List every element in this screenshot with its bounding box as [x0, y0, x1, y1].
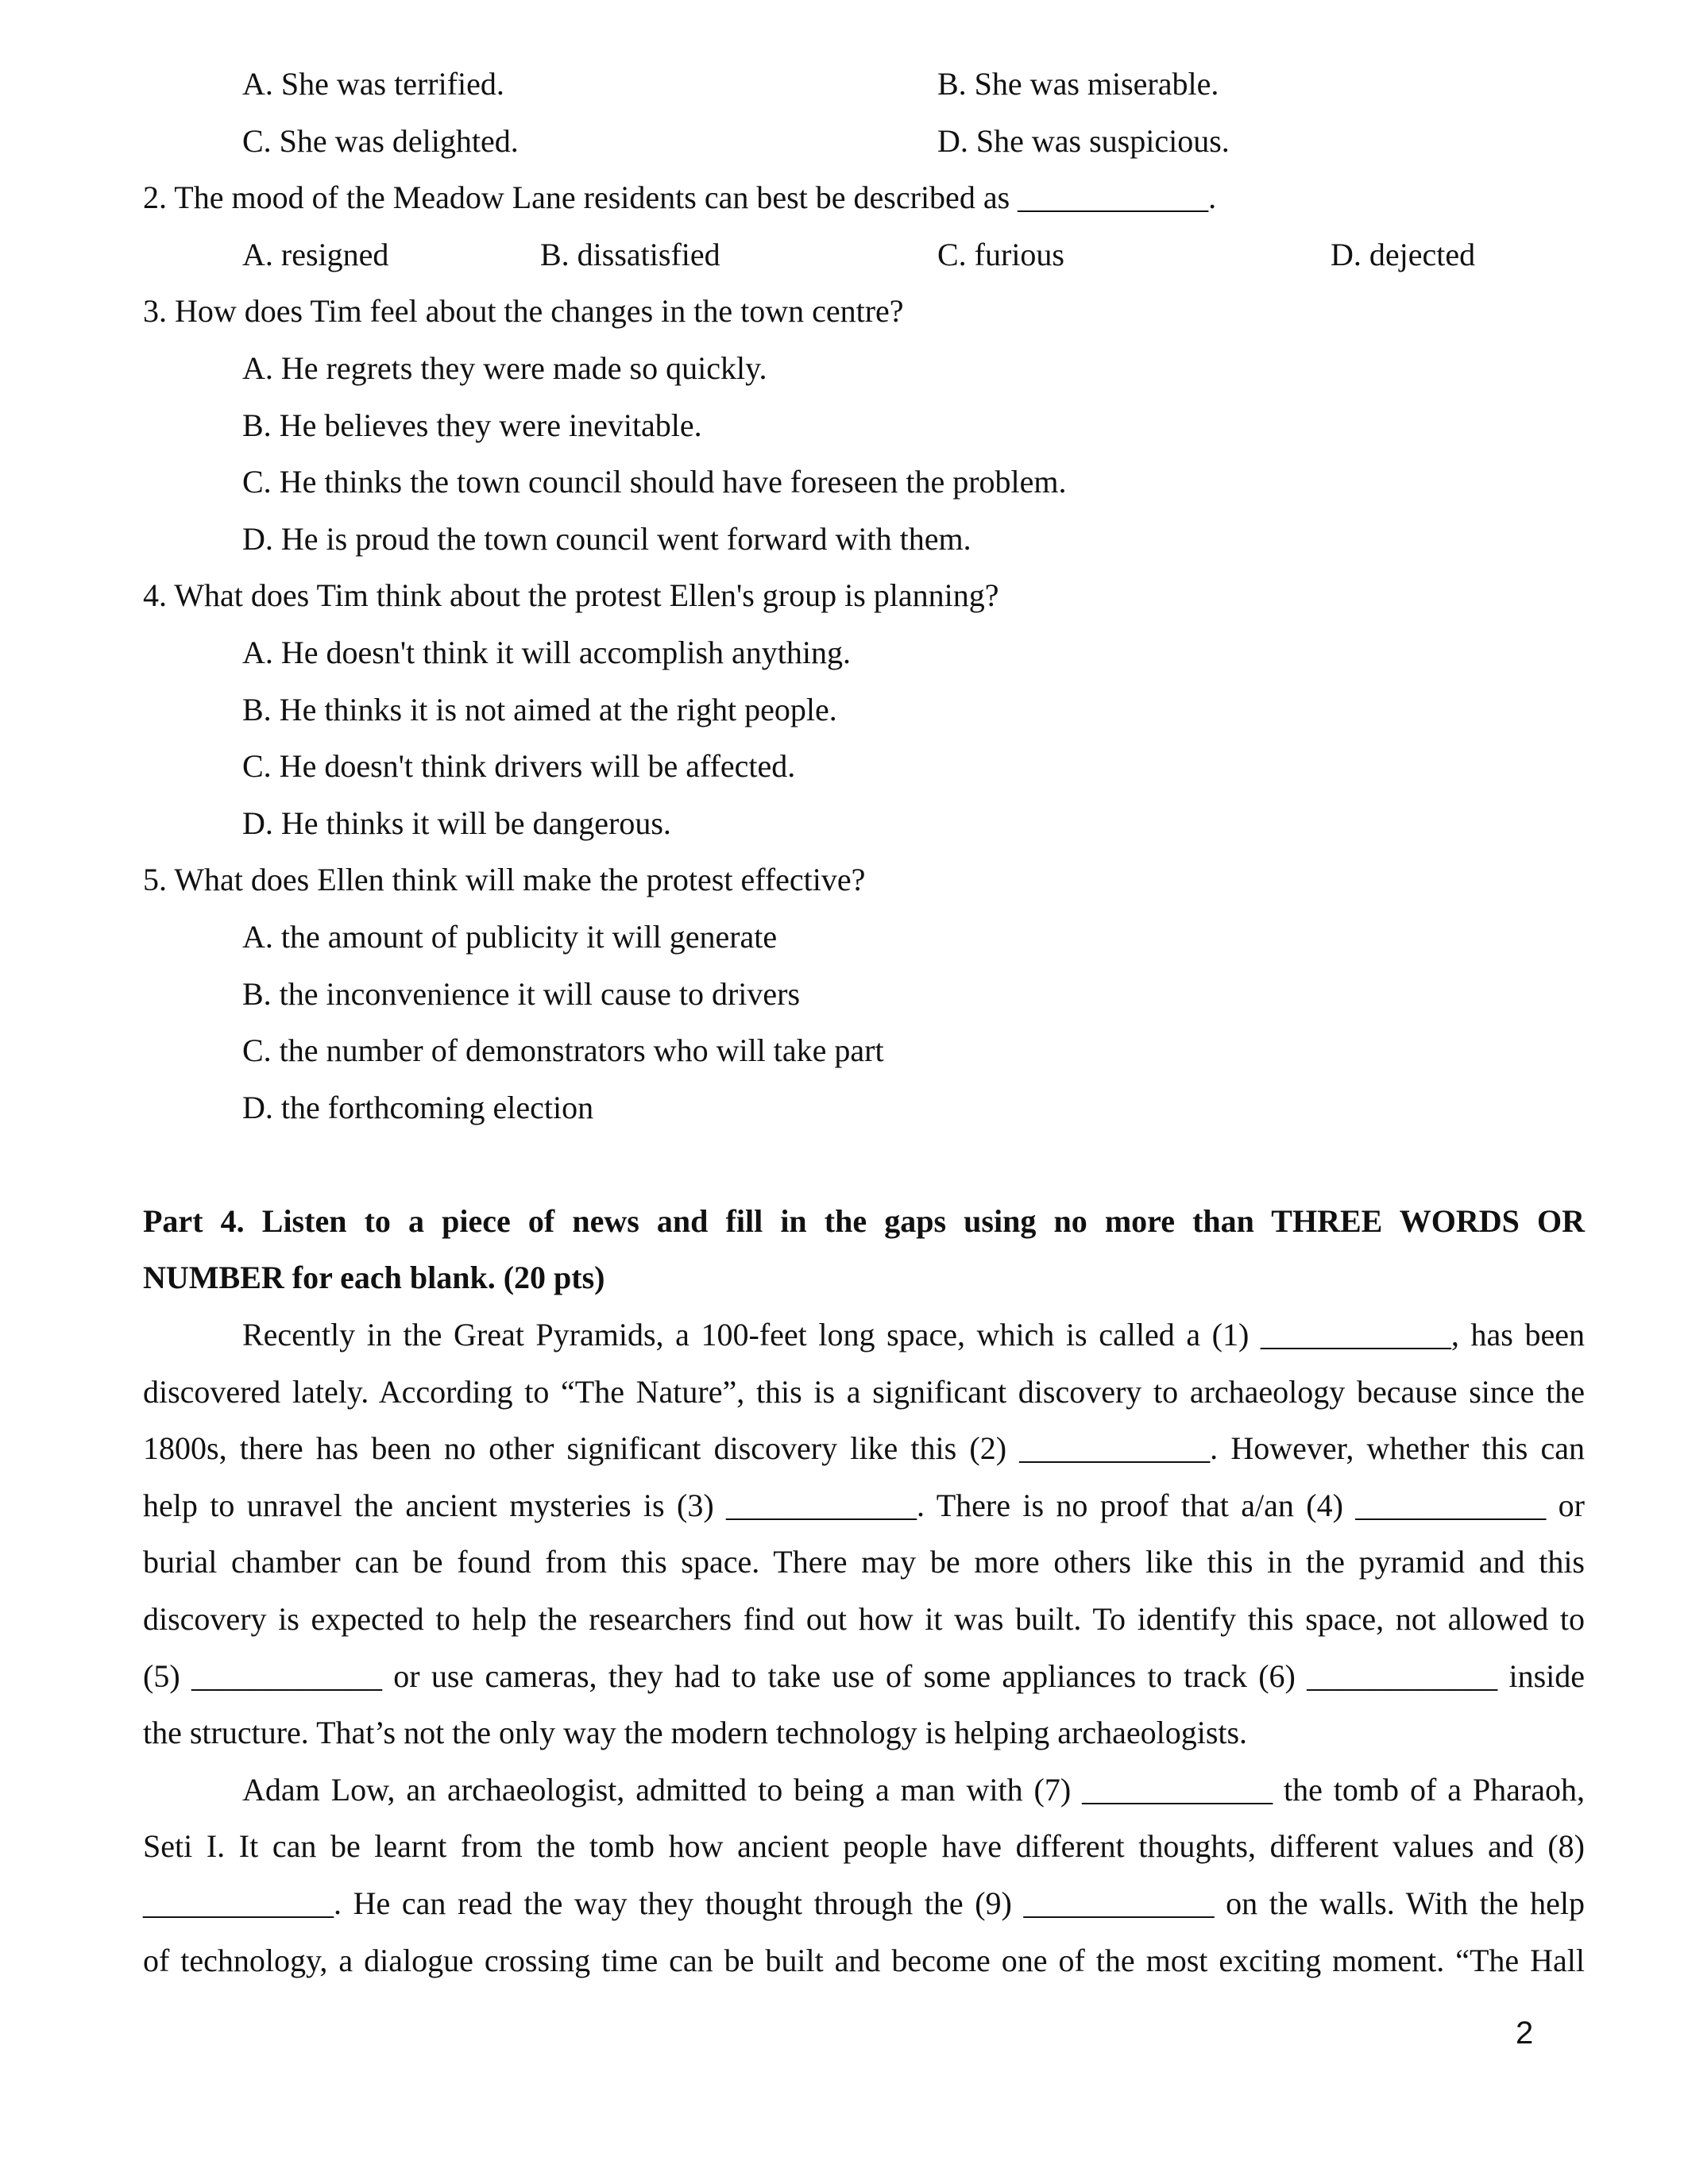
- q5-option-a: A. the amount of publicity it will generate: [242, 918, 778, 955]
- question-4: 4. What does Tim think about the protest Ellen's group is planning?: [143, 577, 999, 614]
- part4-para1-line: 1800s, there has been no other significant discovery like this (2) ____________. However, whether this can: [143, 1430, 1585, 1467]
- question-5: 5. What does Ellen think will make the protest effective?: [143, 862, 866, 898]
- q4-option-b: B. He thinks it is not aimed at the right people.: [242, 691, 837, 727]
- part4-para2-line: of technology, a dialogue crossing time can be built and become one of the most exciting moment. “The Hall: [143, 1942, 1585, 1978]
- part4-para1-line: help to unravel the ancient mysteries is (3) ____________. There is no proof that a/an (4) ____________ or: [143, 1487, 1585, 1523]
- q4-option-a: A. He doesn't think it will accomplish anything.: [242, 634, 851, 670]
- q1-options-row-1: [143, 56, 1585, 113]
- q2-option-c: C. furious: [937, 236, 1064, 272]
- part4-para1-line: discovery is expected to help the researchers find out how it was built. To identify this space, not allowed to: [143, 1601, 1585, 1638]
- part4-para1-line: the structure. That’s not the only way the modern technology is helping archaeologists.: [143, 1715, 1248, 1751]
- q5-option-b: B. the inconvenience it will cause to drivers: [242, 975, 801, 1012]
- q1-option-d: D. She was suspicious.: [937, 122, 1230, 159]
- q2-option-d: D. dejected: [1331, 236, 1476, 272]
- part4-para1-line: Recently in the Great Pyramids, a 100-feet long space, which is called a (1) ____________, has been: [242, 1317, 1585, 1353]
- part4-para1-line: burial chamber can be found from this space. There may be more others like this in the pyramid and this: [143, 1544, 1585, 1580]
- part4-para2-line: ____________. He can read the way they thought through the (9) ____________ on the walls. With the help: [143, 1885, 1585, 1921]
- question-2: 2. The mood of the Meadow Lane residents can best be described as ____________.: [143, 179, 1217, 216]
- q2-options: [143, 226, 1585, 284]
- part4-para2-line: Seti I. It can be learnt from the tomb how ancient people have different thoughts, different values and (8): [143, 1828, 1585, 1865]
- part4-heading-line-1: Part 4. Listen to a piece of news and fill in the gaps using no more than THREE WORDS OR: [143, 1202, 1585, 1239]
- q1-option-a: A. She was terrified.: [242, 66, 504, 102]
- part4-para1-line: discovered lately. According to “The Nature”, this is a significant discovery to archaeology because since the: [143, 1373, 1585, 1410]
- q3-option-d: D. He is proud the town council went forward with them.: [242, 520, 971, 557]
- part4-para2-line: Adam Low, an archaeologist, admitted to being a man with (7) ____________ the tomb of a Pharaoh,: [242, 1771, 1585, 1808]
- q2-option-a: A. resigned: [242, 236, 389, 272]
- q1-option-c: C. She was delighted.: [242, 122, 519, 159]
- q2-option-b: B. dissatisfied: [540, 236, 720, 272]
- q5-option-d: D. the forthcoming election: [242, 1089, 594, 1125]
- question-3: 3. How does Tim feel about the changes in the town centre?: [143, 293, 904, 330]
- page-number: 2: [1516, 2016, 1534, 2051]
- q4-option-d: D. He thinks it will be dangerous.: [242, 805, 671, 841]
- q3-option-b: B. He believes they were inevitable.: [242, 407, 702, 443]
- part4-heading-line-2: NUMBER for each blank. (20 pts): [143, 1260, 605, 1296]
- q4-option-c: C. He doesn't think drivers will be affected.: [242, 748, 796, 785]
- section-spacer: [143, 1136, 1585, 1193]
- q3-option-c: C. He thinks the town council should have foreseen the problem.: [242, 464, 1067, 500]
- document-page: [143, 56, 1585, 1989]
- part4-para1-line: (5) ____________ or use cameras, they had to take use of some appliances to track (6) ____________ inside: [143, 1657, 1585, 1694]
- q1-options-row-2: [143, 113, 1585, 170]
- q1-option-b: B. She was miserable.: [937, 66, 1219, 102]
- q3-option-a: A. He regrets they were made so quickly.: [242, 349, 767, 386]
- q5-option-c: C. the number of demonstrators who will take part: [242, 1032, 884, 1069]
